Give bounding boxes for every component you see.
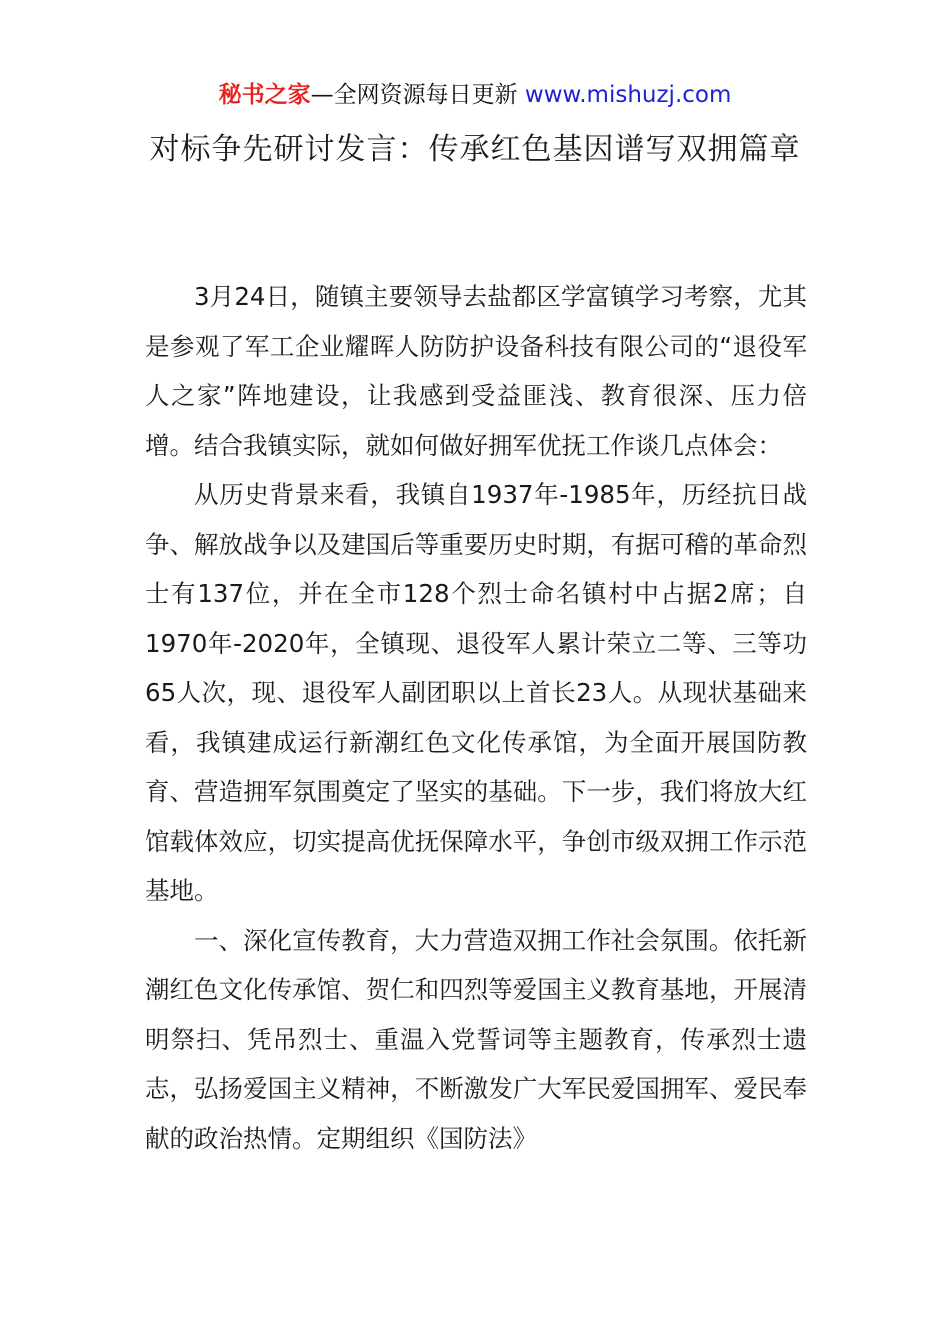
- site-tagline: —全网资源每日更新: [310, 82, 518, 108]
- document-title: 对标争先研讨发言：传承红色基因谱写双拥篇章: [149, 132, 801, 167]
- site-url-link[interactable]: www.mishuzj.com: [524, 82, 732, 108]
- document-body: [145, 272, 807, 1163]
- site-header: [0, 78, 950, 112]
- paragraph-background: 从历史背景来看，我镇自1937年-1985年，历经抗日战争、解放战争以及建国后等重要历史时期，有据可稽的革命烈士有137位，并在全市128个烈士命名镇村中占据2席；自1970年-2020年，全镇现、退役军人累计荣立二等、三等功65人次，现、退役军人副团职以上首长23人。从现状基础来看，我镇建成运行新潮红色文化传承馆，为全面开展国防教育、营造拥军氛围奠定了坚实的基础。下一步，我们将放大红馆载体效应，切实提高优抚保障水平，争创市级双拥工作示范基地。: [145, 480, 807, 905]
- paragraph-section-one: 一、深化宣传教育，大力营造双拥工作社会氛围。依托新潮红色文化传承馆、贺仁和四烈等爱国主义教育基地，开展清明祭扫、凭吊烈士、重温入党誓词等主题教育，传承烈士遗志，弘扬爱国主义精神，不断激发广大军民爱国拥军、爱民奉献的政治热情。定期组织《国防法》: [145, 925, 807, 1153]
- paragraph-intro: 3月24日，随镇主要领导去盐都区学富镇学习考察，尤其是参观了军工企业耀晖人防防护设备科技有限公司的“退役军人之家”阵地建设，让我感到受益匪浅、教育很深、压力倍增。结合我镇实际，就如何做好拥军优抚工作谈几点体会：: [145, 282, 807, 460]
- site-brand: 秘书之家: [218, 82, 311, 108]
